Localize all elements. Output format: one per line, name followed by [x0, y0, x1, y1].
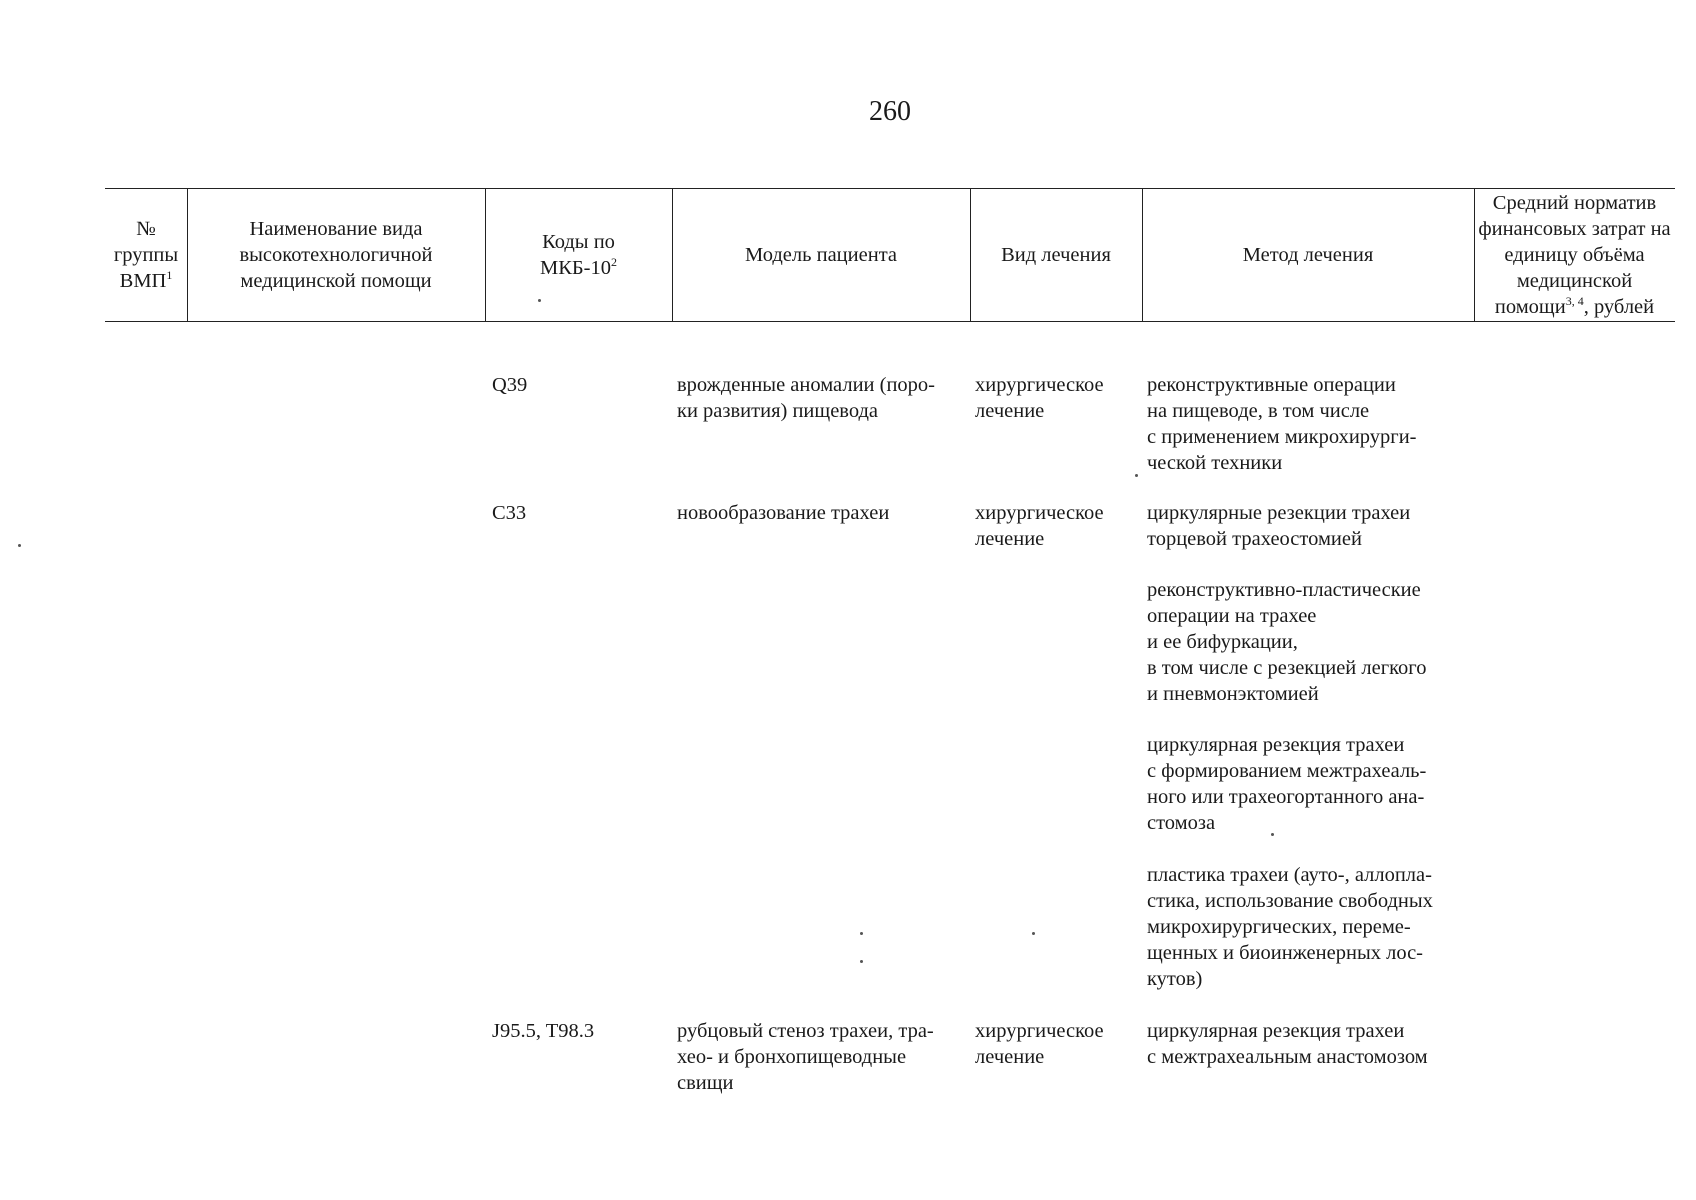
header-icd-codes-text: Коды по МКБ-10	[540, 231, 615, 279]
header-treatment-method	[1142, 189, 1474, 321]
table-row-code: C33	[492, 502, 527, 524]
table-row-patient-model: рубцовый стеноз трахеи, тра- хео- и бронхопищеводные свищи	[677, 1020, 934, 1094]
footnote-mark: 2	[611, 255, 617, 270]
table-row-treatment-method: реконструктивно-пластические операции на трахее и ее бифуркации, в том числе с резекцией легкого и пневмонэктомией	[1147, 579, 1427, 705]
scan-speck	[18, 544, 21, 547]
header-patient-model	[672, 189, 970, 321]
header-icd-codes	[485, 189, 672, 321]
table-row-treatment-method: пластика трахеи (ауто-, аллопла- стика, использование свободных микрохирургических, переме- щенных и биоинженерных лос- кутов)	[1147, 864, 1433, 990]
header-treatment-kind	[970, 189, 1142, 321]
footnote-mark: 3, 4	[1565, 294, 1584, 309]
header-group-text: № группы ВМП	[113, 218, 179, 292]
table-row-treatment-method: циркулярные резекции трахеи торцевой трахеостомией	[1147, 502, 1411, 550]
header-average-cost	[1474, 189, 1675, 321]
table-row-patient-model: новообразование трахеи	[677, 502, 890, 524]
table-row-code: J95.5, T98.3	[492, 1020, 595, 1042]
header-treatment-method-text: Метод лечения	[1242, 244, 1374, 266]
header-average-cost-text: Средний норматив финансовых затрат на единицу объёма медицинской помощи	[1478, 192, 1671, 318]
table-row-treatment-method: циркулярная резекция трахеи с межтрахеальным анастомозом	[1147, 1020, 1428, 1068]
scan-speck	[860, 932, 863, 935]
scan-speck	[1271, 833, 1274, 836]
table-row-treatment-method: циркулярная резекция трахеи с формированием межтрахеаль- ного или трахеогортанного ана- стомоза	[1147, 734, 1427, 834]
table-row-treatment-kind: хирургическое лечение	[975, 1020, 1104, 1068]
header-group-number	[105, 189, 187, 321]
table-row-treatment-method: реконструктивные операции на пищеводе, в том числе с применением микрохирурги- ческой техники	[1147, 374, 1417, 474]
header-patient-model-text: Модель пациента	[745, 244, 897, 266]
scan-speck	[1135, 474, 1138, 477]
table-row-code: Q39	[492, 374, 528, 396]
scan-speck	[1032, 932, 1035, 935]
header-service-name	[187, 189, 485, 321]
header-treatment-kind-text: Вид лечения	[1001, 244, 1111, 266]
footnote-mark: 1	[166, 268, 173, 283]
table-header	[105, 188, 1675, 322]
header-service-name-text: Наименование вида высокотехнологичной медицинской помощи	[239, 218, 433, 292]
scan-speck	[860, 960, 863, 963]
page-number: 260	[869, 96, 911, 127]
scan-speck	[538, 299, 541, 302]
table-row-treatment-kind: хирургическое лечение	[975, 502, 1104, 550]
table-row-patient-model: врожденные аномалии (поро- ки развития) пищевода	[677, 374, 936, 422]
table-row-treatment-kind: хирургическое лечение	[975, 374, 1104, 422]
header-average-cost-unit: , рублей	[1583, 296, 1655, 318]
